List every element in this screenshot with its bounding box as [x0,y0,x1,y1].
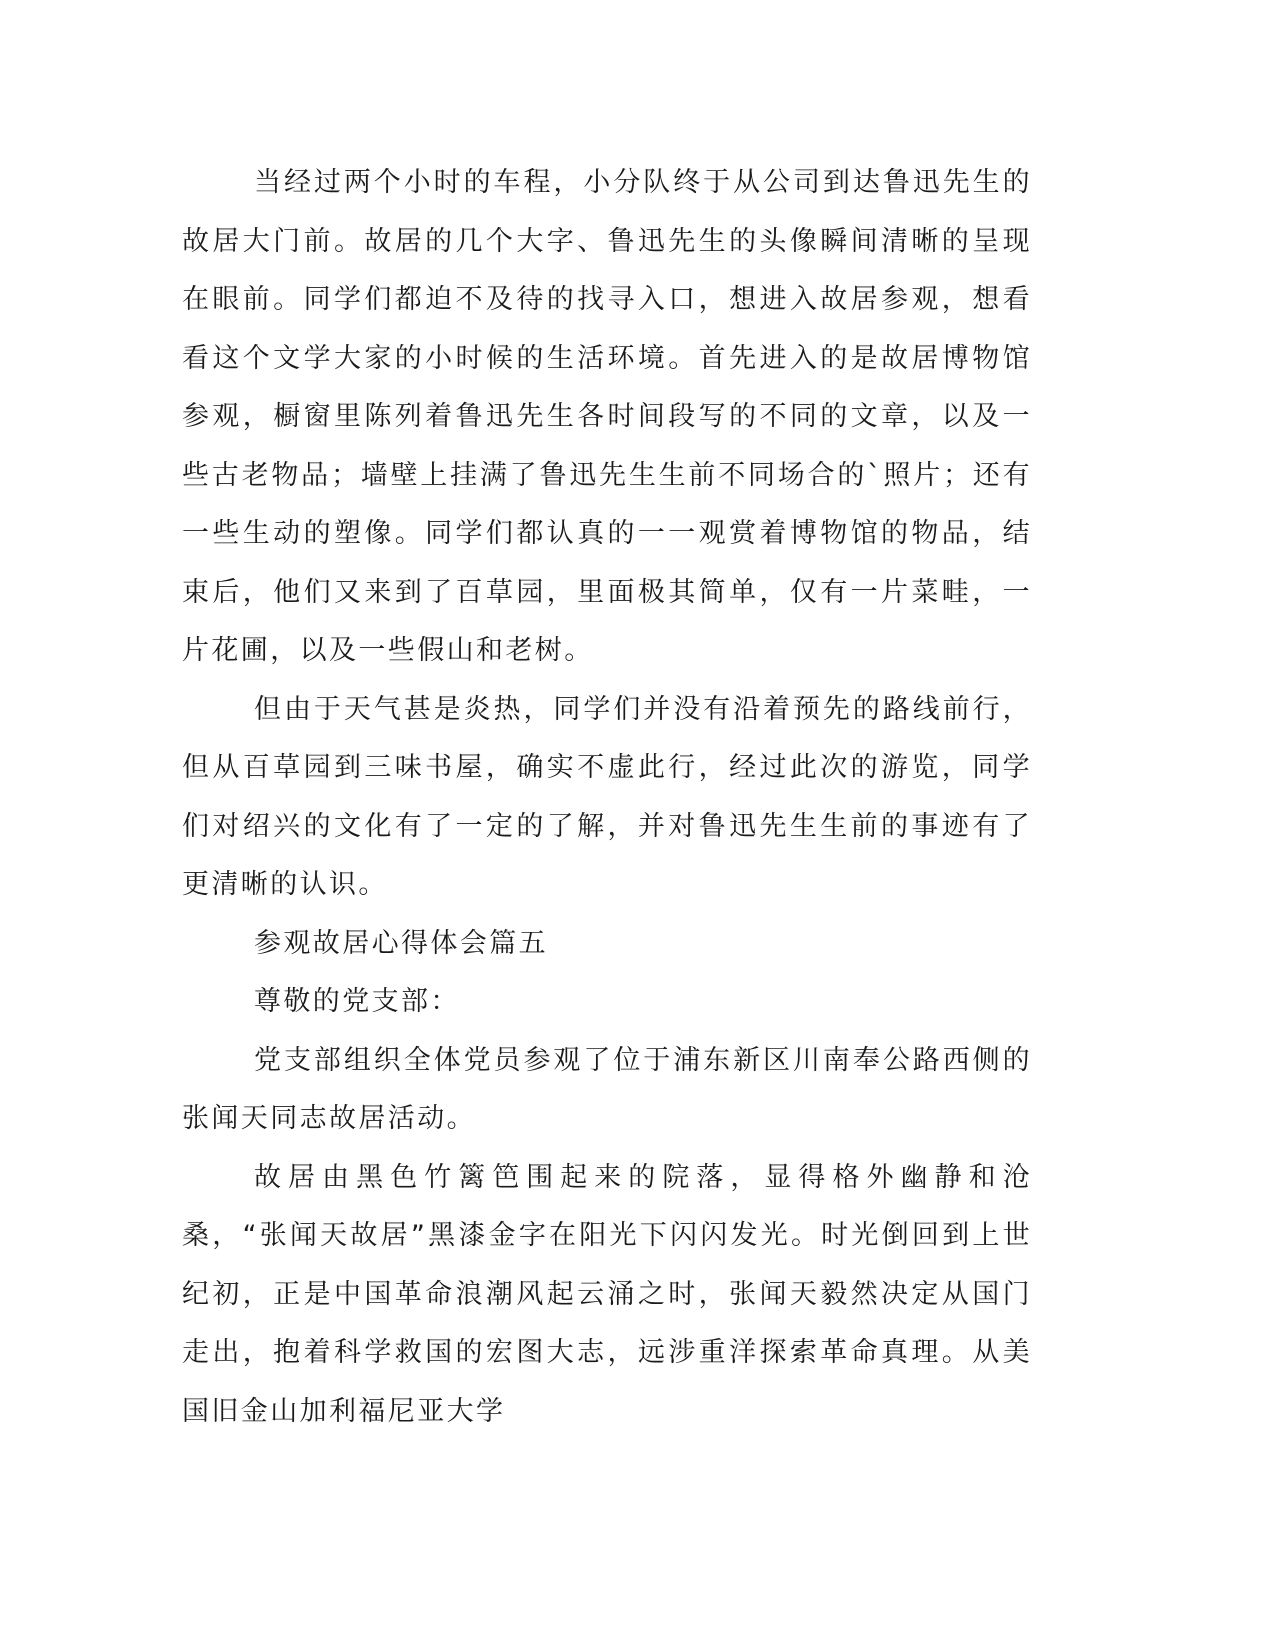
paragraph-luxun-visit: 当经过两个小时的车程，小分队终于从公司到达鲁迅先生的故居大门前。故居的几个大字、鲁迅先生的头像瞬间清晰的呈现在眼前。同学们都迫不及待的找寻入口，想进入故居参观，想看看这个文学大家的小时候的生活环境。首先进入的是故居博物馆参观，橱窗里陈列着鲁迅先生各时间段写的不同的文章，以及一些古老物品；墙壁上挂满了鲁迅先生生前不同场合的`照片；还有一些生动的塑像。同学们都认真的一一观赏着博物馆的物品，结束后，他们又来到了百草园，里面极其简单，仅有一片菜畦，一片花圃，以及一些假山和老树。 [182,167,1032,666]
section-heading: 参观故居心得体会篇五 [254,927,548,959]
paragraph-weather: 但由于天气甚是炎热，同学们并没有沿着预先的路线前行，但从百草园到三味书屋，确实不虚此行，经过此次的游览，同学们对绍兴的文化有了一定的了解，并对鲁迅先生生前的事迹有了更清晰的认识。 [182,693,1032,900]
paragraph-residence: 故居由黑色竹篱笆围起来的院落，显得格外幽静和沧桑，“张闻天故居”黑漆金字在阳光下闪闪发光。时光倒回到上世纪初，正是中国革命浪潮风起云涌之时，张闻天毅然决定从国门走出，抱着科学救国的宏图大志，远涉重洋探索革命真理。从美国旧金山加利福尼亚大学 [182,1161,1032,1427]
salutation: 尊敬的党支部： [254,986,460,1017]
paragraph-party-visit: 党支部组织全体党员参观了位于浦东新区川南奉公路西侧的张闻天同志故居活动。 [182,1044,1032,1134]
document-body [182,154,1032,1441]
